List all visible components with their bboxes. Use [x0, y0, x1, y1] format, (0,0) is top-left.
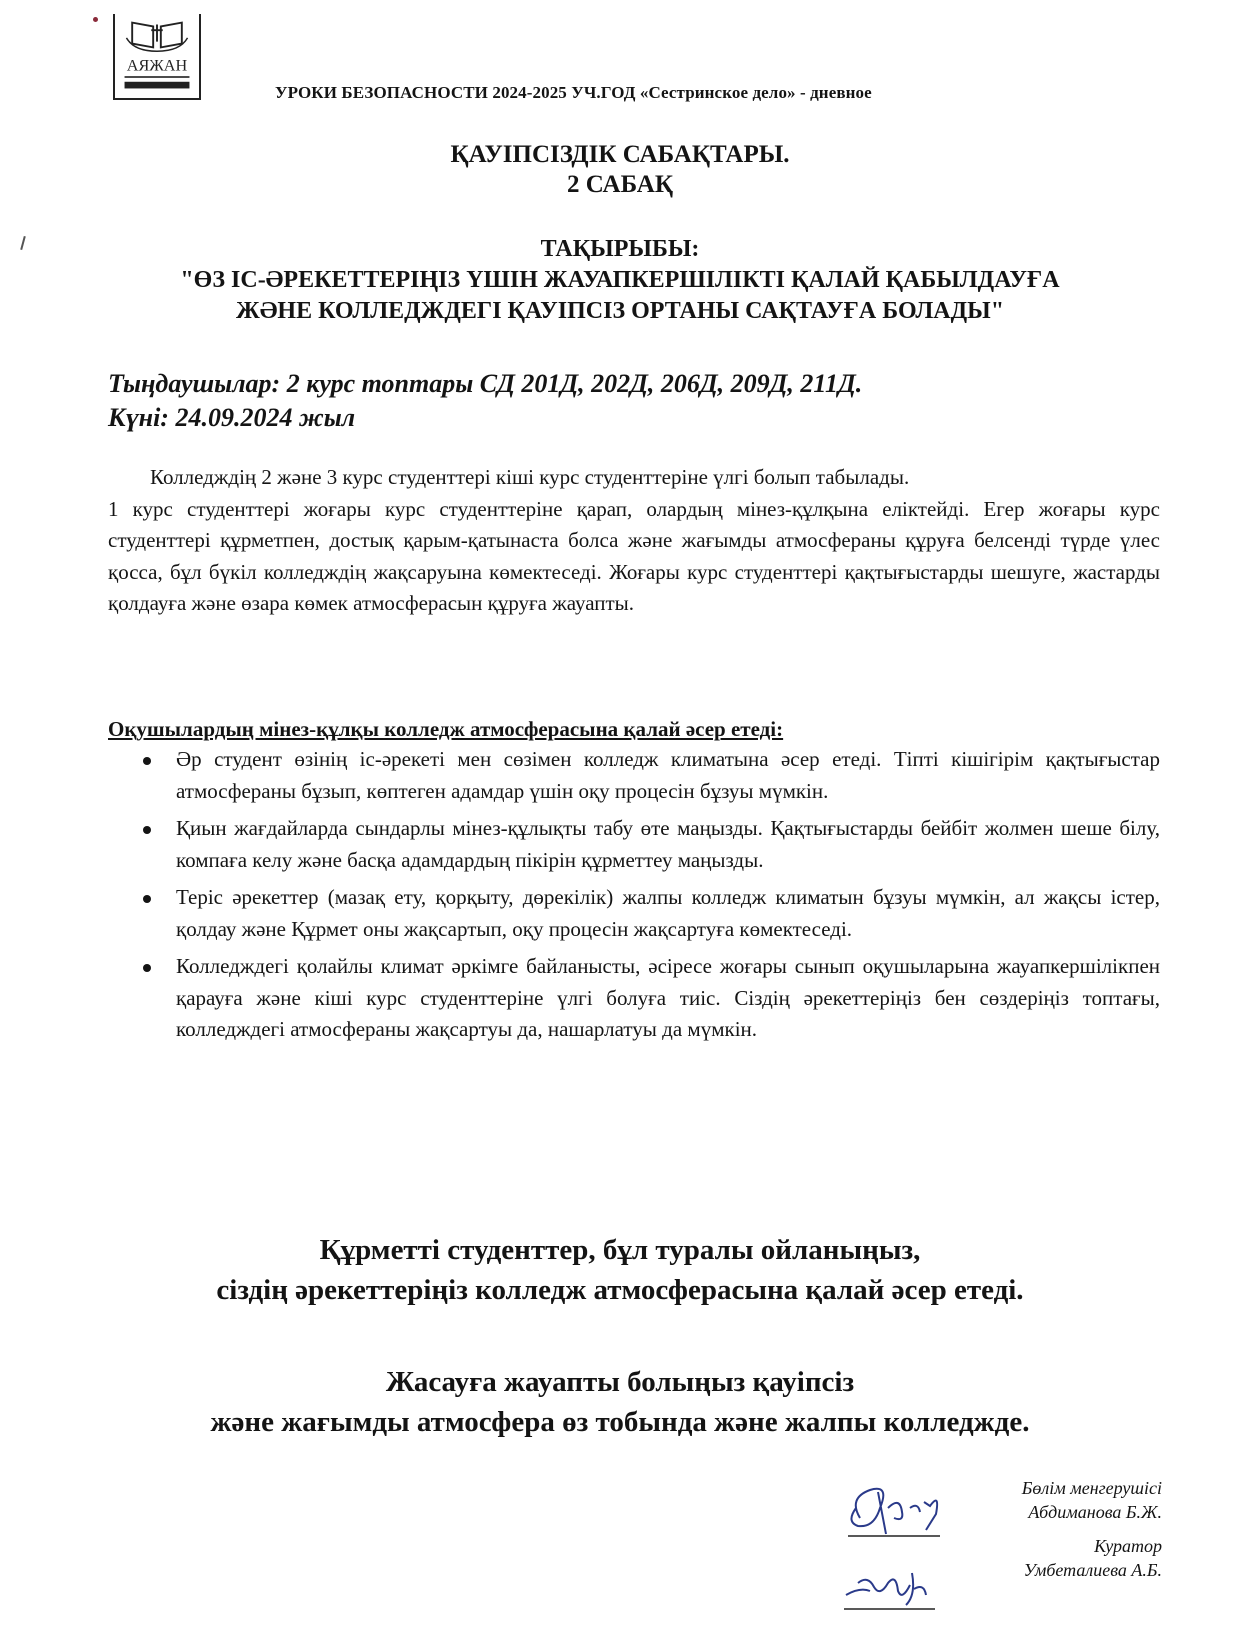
signer-1-name: Абдиманова Б.Ж.	[1028, 1502, 1162, 1522]
svg-text:АЯЖАН: АЯЖАН	[126, 56, 188, 75]
bullet-list	[108, 744, 1160, 1052]
lesson-title	[0, 140, 1240, 200]
title-line-1: ҚАУІПСІЗДІК САБАҚТАРЫ.	[450, 141, 790, 168]
signature-block	[1022, 1476, 1162, 1582]
topic-label: ТАҚЫРЫБЫ:	[540, 236, 700, 262]
date-line: Күні: 24.09.2024 жыл	[108, 403, 356, 432]
intro-paragraph-2: 1 курс студенттері жоғары курс студенттеріне қарап, олардың мінез-құлқына еліктейді. Егер жоғары курс студенттері құрметпен, достық қарым-қатынаста болса және жағымды атмосфераны құруға белсенді түрде үлес қосса, бұл бүкіл колледждің жақсаруына көмектеседі. Жоғары курс студенттері қақтығыстарды шешуге, жастарды қолдауға және өзара көмек атмосферасын құруға жауапты.	[108, 496, 1160, 615]
intro-paragraphs	[108, 462, 1160, 620]
intro-paragraph-1: Колледждің 2 және 3 курс студенттері кіші курс студенттеріне үлгі болып табылады.	[150, 465, 910, 489]
bullet-text: Әр студент өзінің іс-әрекеті мен сөзімен колледж климатына әсер етеді. Тіпті кішігірім қақтығыстар атмосфераны бұзып, көптеген адамдар үшін оқу процесін бұзуы мүмкін.	[176, 747, 1160, 803]
topic-block	[0, 234, 1240, 327]
bullet-text: Теріс әрекеттер (мазақ ету, қорқыту, дөрекілік) жалпы колледж климатын бұзуы мүмкін, ал жақсы істер, қолдау және Құрмет оны жақсартып, оқу процесін жақсартуға көмектеседі.	[176, 885, 1160, 941]
title-line-2: 2 САБАҚ	[567, 171, 673, 198]
audience-line: Тыңдаушылар: 2 курс топтары СД 201Д, 202Д, 206Д, 209Д, 211Д.	[108, 369, 863, 398]
bullet-icon	[143, 757, 151, 765]
ink-spot	[93, 17, 98, 22]
closing-message-2	[0, 1362, 1240, 1442]
bullet-item	[108, 744, 1160, 807]
bullet-icon	[143, 895, 151, 903]
signer-2-name: Умбеталиева А.Б.	[1023, 1560, 1162, 1580]
signature-2-icon	[840, 1565, 940, 1620]
bullet-item	[108, 882, 1160, 945]
bullet-icon	[143, 826, 151, 834]
signature-1-icon	[840, 1478, 960, 1548]
section-heading: Оқушылардың мінез-құлқы колледж атмосферасына қалай әсер етеді:	[108, 717, 784, 741]
closing-line-2: сіздің әрекеттеріңіз колледж атмосферасына қалай әсер етеді.	[216, 1274, 1024, 1306]
bullet-icon	[143, 964, 151, 972]
bullet-item	[108, 813, 1160, 876]
closing-line-4: және жағымды атмосфера өз тобында және жалпы колледжде.	[210, 1406, 1030, 1438]
topic-line-2: ЖӘНЕ КОЛЛЕДЖДЕГІ ҚАУІПСІЗ ОРТАНЫ САҚТАУҒА БОЛАДЫ"	[235, 298, 1005, 324]
bullet-text: Колледждегі қолайлы климат әркімге байланысты, әсіресе жоғары сынып оқушыларына жауапкершілікпен қарауға және кіші курс студенттеріне үлгі болуға тиіс. Сіздің әрекеттеріңіз бен сөздеріңіз топтағы, колледждегі атмосфераны жақсартуы да, нашарлатуы да мүмкін.	[176, 954, 1160, 1041]
bullet-item	[108, 951, 1160, 1046]
topic-line-1: "ӨЗ ІС-ӘРЕКЕТТЕРІҢІЗ ҮШІН ЖАУАПКЕРШІЛІКТІ ҚАЛАЙ ҚАБЫЛДАУҒА	[180, 267, 1060, 293]
signer-1-role: Бөлім менгерушісі	[1021, 1478, 1162, 1498]
bullet-text: Қиын жағдайларда сындарлы мінез-құлықты табу өте маңызды. Қақтығыстарды бейбіт жолмен шеше білу, компаға келу және басқа адамдардың пікірін құрметтеу маңызды.	[176, 816, 1160, 872]
closing-line-3: Жасауға жауапты болыңыз қауіпсіз	[385, 1366, 855, 1398]
signer-2-role: Куратор	[1094, 1536, 1162, 1556]
closing-line-1: Құрметті студенттер, бұл туралы ойланыңыз,	[319, 1234, 921, 1266]
closing-message-1	[0, 1230, 1240, 1310]
header-course-line: УРОКИ БЕЗОПАСНОСТИ 2024-2025 УЧ.ГОД «Сестринское дело» - дневное	[275, 83, 872, 102]
